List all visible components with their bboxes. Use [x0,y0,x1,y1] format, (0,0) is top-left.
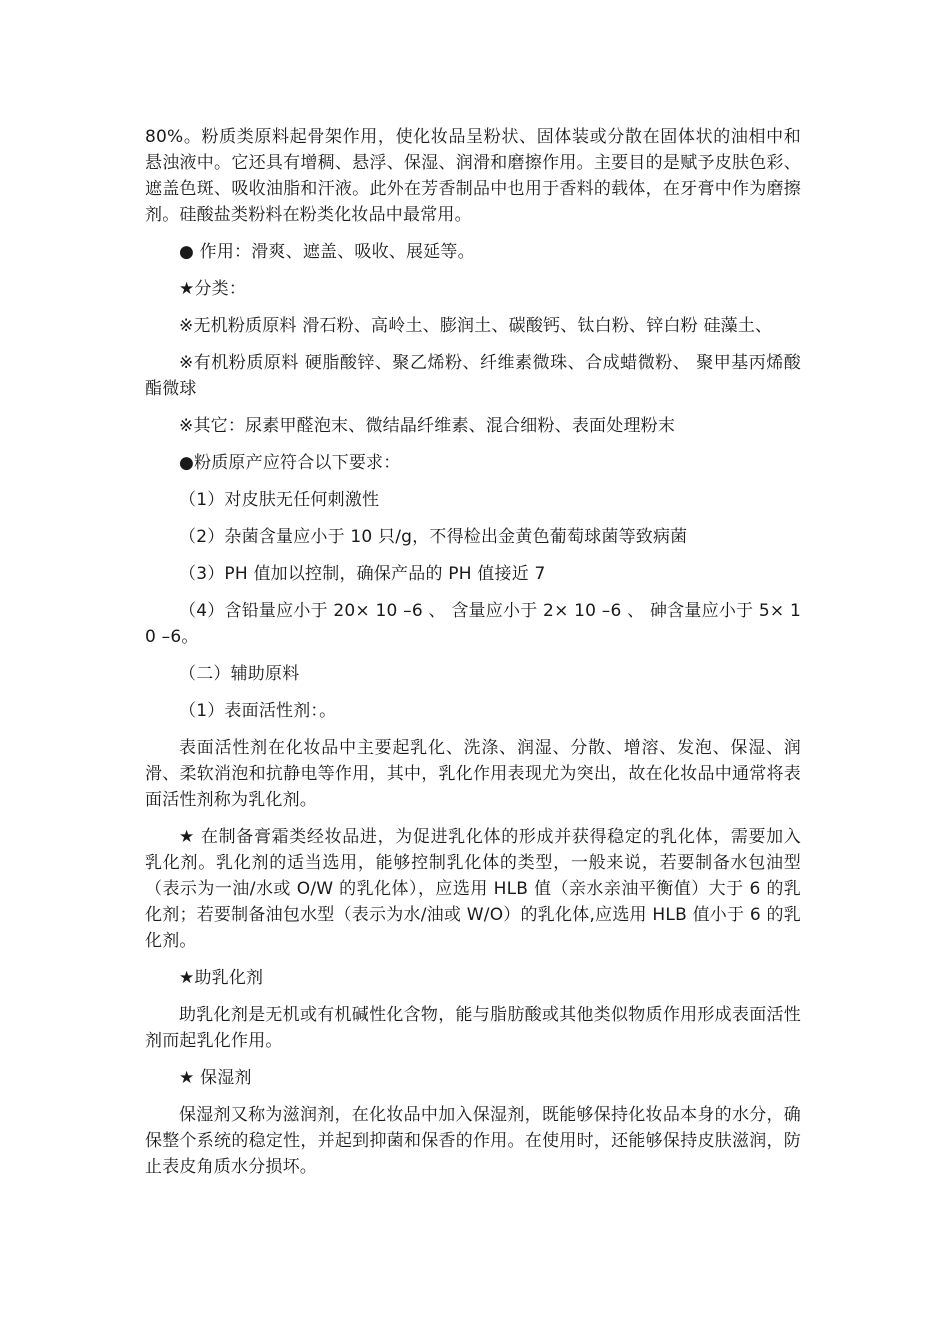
paragraph-inorganic-powders: ※无机粉质原料 滑石粉、高岭土、膨润土、碳酸钙、钛白粉、锌白粉 硅藻土、 [179,316,773,336]
paragraph-requirement-1: （1）对皮肤无任何刺激性 [179,490,380,510]
paragraph-humectant: 保湿剂又称为滋润剂，在化妆品中加入保湿剂，既能够保持化妆品本身的水分，确保整个系统的稳定性，并起到抑菌和保香的作用。在使用时，还能够保持皮肤滋润，防止表皮角质水分损坏。 [145,1105,801,1177]
paragraph-emulsifier-hlb: ★ 在制备膏霜类经妆品进，为促进乳化体的形成并获得稳定的乳化体，需要加入乳化剂。乳化剂的适当选用，能够控制乳化体的类型，一般来说，若要制备水包油型（表示为一油/水或 O/W 的乳化体），应选用 HLB 值（亲水亲油平衡值）大于 6 的乳化剂；若要制备油包水型（表示为水/油或 W/O）的乳化体,应选用 HLB 值小于 6 的乳化剂。 [145,827,801,951]
paragraph-requirement-2: （2）杂菌含量应小于 10 只/g，不得检出金黄色葡萄球菌等致病菌 [179,527,688,547]
subheading-surfactant: （1）表面活性剂：。 [179,701,337,721]
paragraph-surfactant-role: 表面活性剂在化妆品中主要起乳化、洗涤、润湿、分散、增溶、发泡、保湿、润滑、柔软消泡和抗静电等作用，其中，乳化作用表现尤为突出，故在化妆品中通常将表面活性剂称为乳化剂。 [145,738,801,810]
paragraph-co-emulsifier: 助乳化剂是无机或有机碱性化含物，能与脂肪酸或其他类似物质作用形成表面活性剂而起乳化作用。 [145,1005,801,1051]
document-body [145,124,801,1191]
subheading-humectant: ★ 保湿剂 [179,1068,252,1088]
paragraph-requirement-3: （3）PH 值加以控制，确保产品的 PH 值接近 7 [179,564,546,584]
paragraph-classification-heading: ★分类： [179,279,247,299]
paragraph-organic-powders: ※有机粉质原料 硬脂酸锌、聚乙烯粉、纤维素微珠、合成蜡微粉、 聚甲基丙烯酸酯微球 [145,353,801,399]
paragraph-other-powders: ※其它：尿素甲醛泡末、微结晶纤维素、混合细粉、表面处理粉末 [179,416,676,436]
subheading-co-emulsifier: ★助乳化剂 [179,968,264,988]
paragraph-powder-intro: 80%。粉质类原料起骨架作用，使化妆品呈粉状、固体装或分散在固体状的油相中和悬浊液中。它还具有增稠、悬浮、保湿、润滑和磨擦作用。主要目的是赋予皮肤色彩、遮盖色斑、吸收油脂和汗液。此外在芳香制品中也用于香料的载体，在牙膏中作为磨擦剂。硅酸盐类粉料在粉类化妆品中最常用。 [145,127,801,225]
section-heading-auxiliary: （二）辅助原料 [179,664,300,684]
paragraph-function: ● 作用：滑爽、遮盖、吸收、展延等。 [179,242,475,262]
paragraph-requirements-heading: ●粉质原产应符合以下要求： [179,453,401,473]
paragraph-requirement-4: （4）含铅量应小于 20× 10 –6 、 含量应小于 2× 10 –6 、 砷含量应小于 5× 10 –6。 [145,601,801,647]
